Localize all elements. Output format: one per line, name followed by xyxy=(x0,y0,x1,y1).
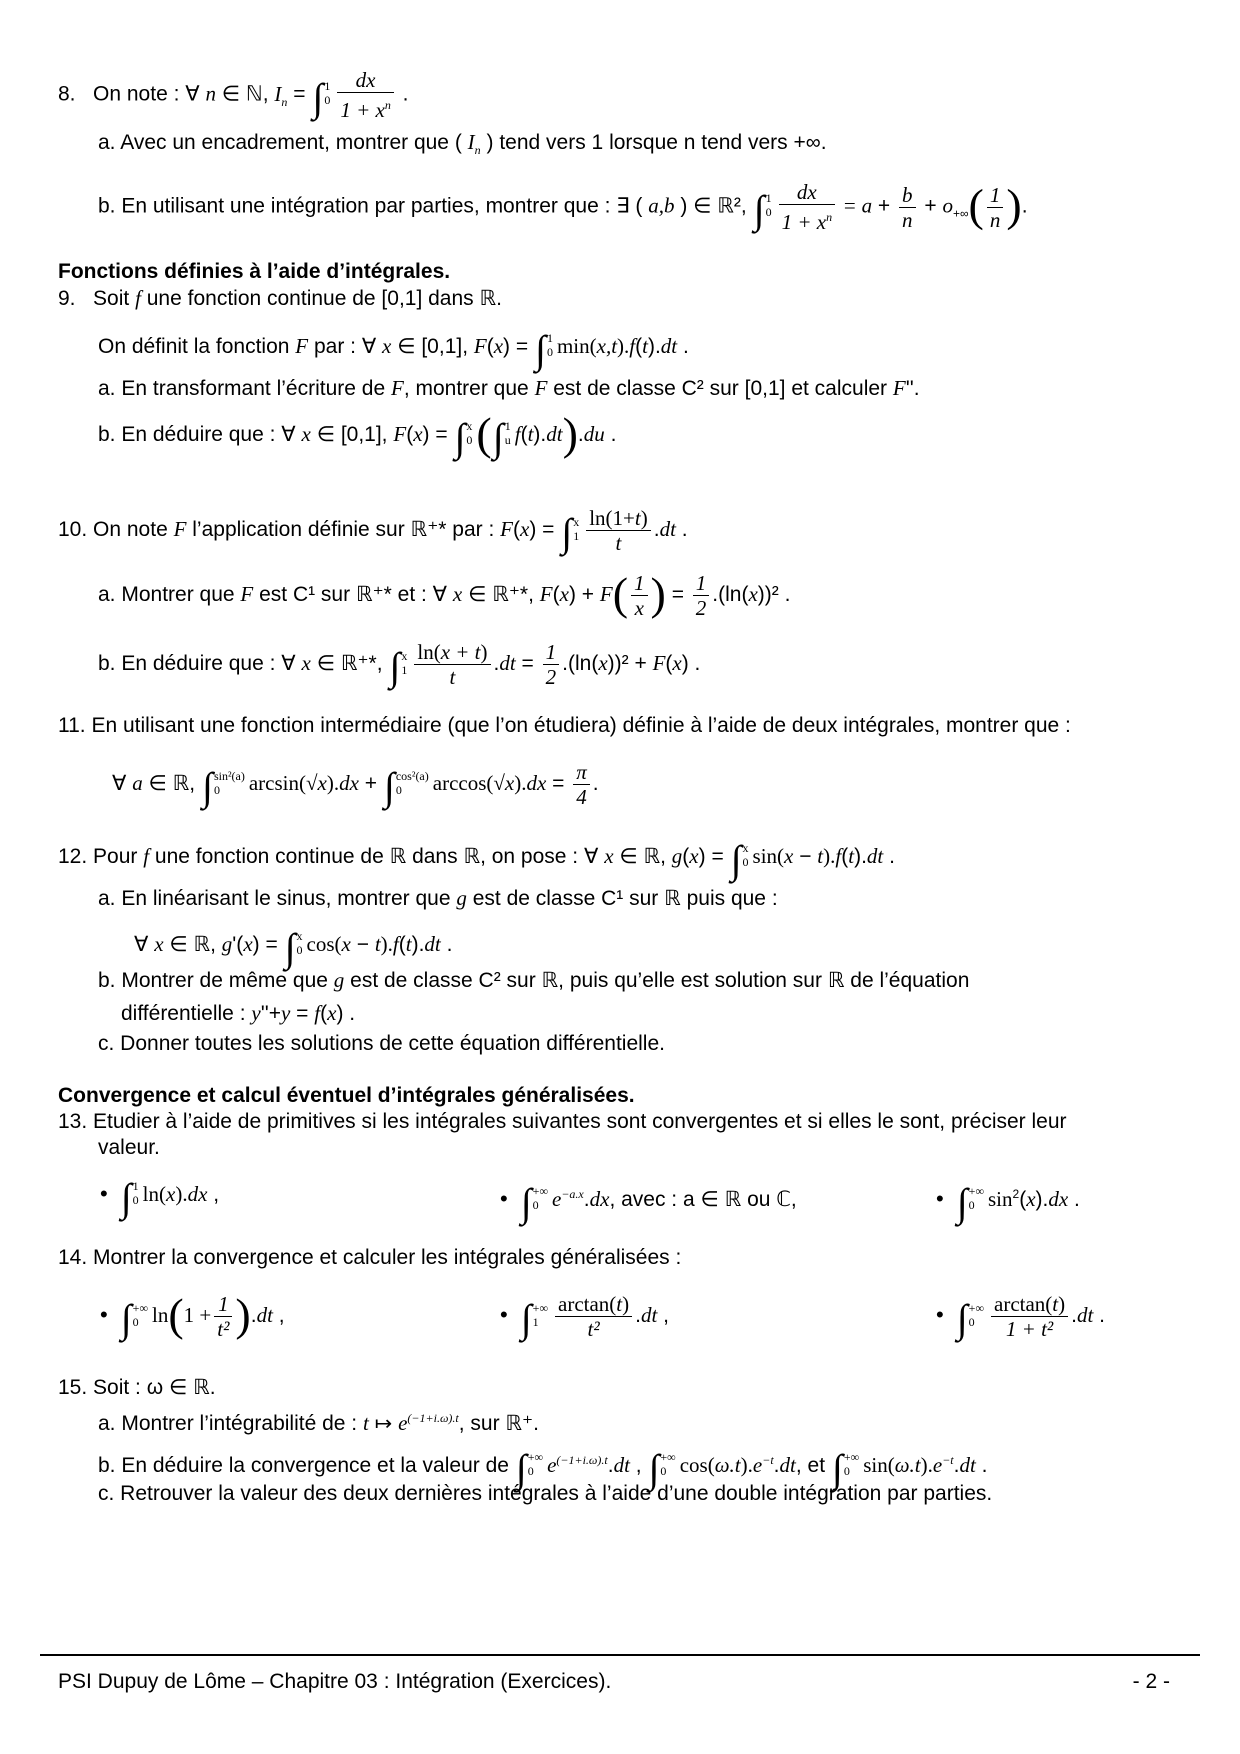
ex9-definition: On définit la fonction F par : ∀ x ∈ [0,1], F(x) = ∫ 1 0 min(x,t).f(t).dt . xyxy=(98,327,689,372)
ex8-part-b: b. En utilisant une intégration par parties, montrer que : ∃ ( a,b ) ∈ ℝ², ∫ 1 0 $\frac{dx}{1 + x^n}$ = a + $\frac{b}{n}$ + $o_{+\infty}$( $\frac{1}{n}$ ). xyxy=(98,179,1028,234)
ex15-part-b: b. En déduire la convergence et la valeur de ∫ +∞ 0 $e^{(-1+i.\omega).t}.dt$ , ∫ +∞ 0 $\cos(\omega.t).e^{-t}.dt$, et ∫ +∞ 0 $\sin(\omega.t).e^{-t}.dt$ . xyxy=(98,1446,988,1491)
bullet-icon: • xyxy=(936,1186,944,1211)
ex14-item-2: • ∫ +∞ 1 $\frac{\arctan(t)}{\text{t²}}$ .dt , xyxy=(500,1292,669,1342)
ex14-item-3: • ∫ +∞ 0 $\frac{\arctan(t)}{\text{1 + t²}}$ .dt . xyxy=(936,1292,1105,1342)
ex8-statement: 8. On note : ∀ n ∈ ℕ, $I_n$ = ∫ 1 0 $\frac{dx}{1 + x^n}$ . xyxy=(58,68,409,122)
footer-divider xyxy=(40,1654,1200,1656)
ex13-statement-line1: 13. Etudier à l’aide de primitives si les intégrales suivantes sont convergentes et si elles le sont, préciser leur xyxy=(58,1110,1067,1133)
ex12-part-b: b. Montrer de même que g est de classe C² sur ℝ, puis qu’elle est solution sur ℝ de l’équation xyxy=(98,968,970,992)
ex14-statement: 14. Montrer la convergence et calculer les intégrales généralisées : xyxy=(58,1246,682,1269)
ex13-item-1: • ∫ 1 0 ln(x).dx , xyxy=(100,1175,220,1220)
ex13-statement-line2: valeur. xyxy=(98,1136,160,1159)
bullet-icon: • xyxy=(500,1186,508,1211)
ex10-statement: 10. On note F l’application définie sur ℝ⁺* par : F(x) = ∫ x 1 $\frac{\ln(1+t)}{t}$ .dt . xyxy=(58,506,688,556)
ex13-item-2: • ∫ +∞ 0 $e^{-a.x}.dx$, avec : a ∈ ℝ ou ℂ, xyxy=(500,1180,797,1225)
ex15-part-c: c. Retrouver la valeur des deux dernières intégrales à l’aide d’une double intégration par parties. xyxy=(98,1482,993,1505)
ex11-statement: 11. En utilisant une fonction intermédiaire (que l’on étudiera) définie à l’aide de deux intégrales, montrer que : xyxy=(58,714,1071,737)
section-title-improper-integrals: Convergence et calcul éventuel d’intégrales généralisées. xyxy=(58,1084,635,1107)
ex12-statement: 12. Pour f une fonction continue de ℝ dans ℝ, on pose : ∀ x ∈ ℝ, g(x) = ∫ x 0 sin(x − t).f(t).dt . xyxy=(58,837,895,882)
ex15-part-a: a. Montrer l’intégrabilité de : t ↦ $e^{(-1+i.\omega).t}$, sur ℝ⁺. xyxy=(98,1411,539,1435)
ex10-part-a: a. Montrer que F est C¹ sur ℝ⁺* et : ∀ x ∈ ℝ⁺*, F(x) + F( $\frac{1}{x}$ ) = $\frac{1}{2}$ .(ln(x))² . xyxy=(98,568,791,620)
ex9-statement: 9. Soit f une fonction continue de [0,1] dans ℝ. xyxy=(58,286,502,310)
footer-title: PSI Dupuy de Lôme – Chapitre 03 : Intégration (Exercices). xyxy=(58,1670,612,1693)
bullet-icon: • xyxy=(100,1181,108,1206)
bullet-icon: • xyxy=(100,1302,108,1328)
ex12-part-c: c. Donner toutes les solutions de cette équation différentielle. xyxy=(98,1032,665,1055)
ex12-part-a-formula: ∀ x ∈ ℝ, g'(x) = ∫ x 0 cos(x − t).f(t).dt . xyxy=(134,925,453,970)
ex12-part-b-equation: différentielle : y''+y = f(x) . xyxy=(121,1001,356,1025)
ex8-part-a: a. Avec un encadrement, montrer que ( $I_n$ ) tend vers 1 lorsque n tend vers +∞. xyxy=(98,130,827,158)
ex9-part-a: a. En transformant l’écriture de F, montrer que F est de classe C² sur [0,1] et calculer F''. xyxy=(98,376,920,400)
ex13-item-3: • ∫ +∞ 0 $\sin^2(x).dx$ . xyxy=(936,1180,1080,1225)
ex10-part-b: b. En déduire que : ∀ x ∈ ℝ⁺*, ∫ x 1 $\frac{\ln(x + t)}{t}$ .dt = $\frac{1}{2}$ .(ln(x))² + F(x) . xyxy=(98,640,701,690)
ex12-part-a: a. En linéarisant le sinus, montrer que g est de classe C¹ sur ℝ puis que : xyxy=(98,886,778,910)
section-title-integral-functions: Fonctions définies à l’aide d’intégrales. xyxy=(58,260,451,283)
page-number: - 2 - xyxy=(1132,1670,1170,1693)
bullet-icon: • xyxy=(500,1302,508,1328)
ex11-formula: ∀ a ∈ ℝ, ∫ sin²(a) 0 arcsin(√x).dx + ∫ cos²(a) 0 arccos(√x).dx = $\frac{\pi}{4}$ . xyxy=(112,760,599,810)
ex15-statement: 15. Soit : ω ∈ ℝ. xyxy=(58,1376,216,1399)
ex14-item-1: • ∫ +∞ 0 ln(1 + $\frac{1}{\text{t²}}$ ).dt , xyxy=(100,1289,285,1342)
bullet-icon: • xyxy=(936,1302,944,1328)
ex9-part-b: b. En déduire que : ∀ x ∈ [0,1], F(x) = ∫ x 0 (∫ 1 u f(t).dt).du . xyxy=(98,408,617,460)
